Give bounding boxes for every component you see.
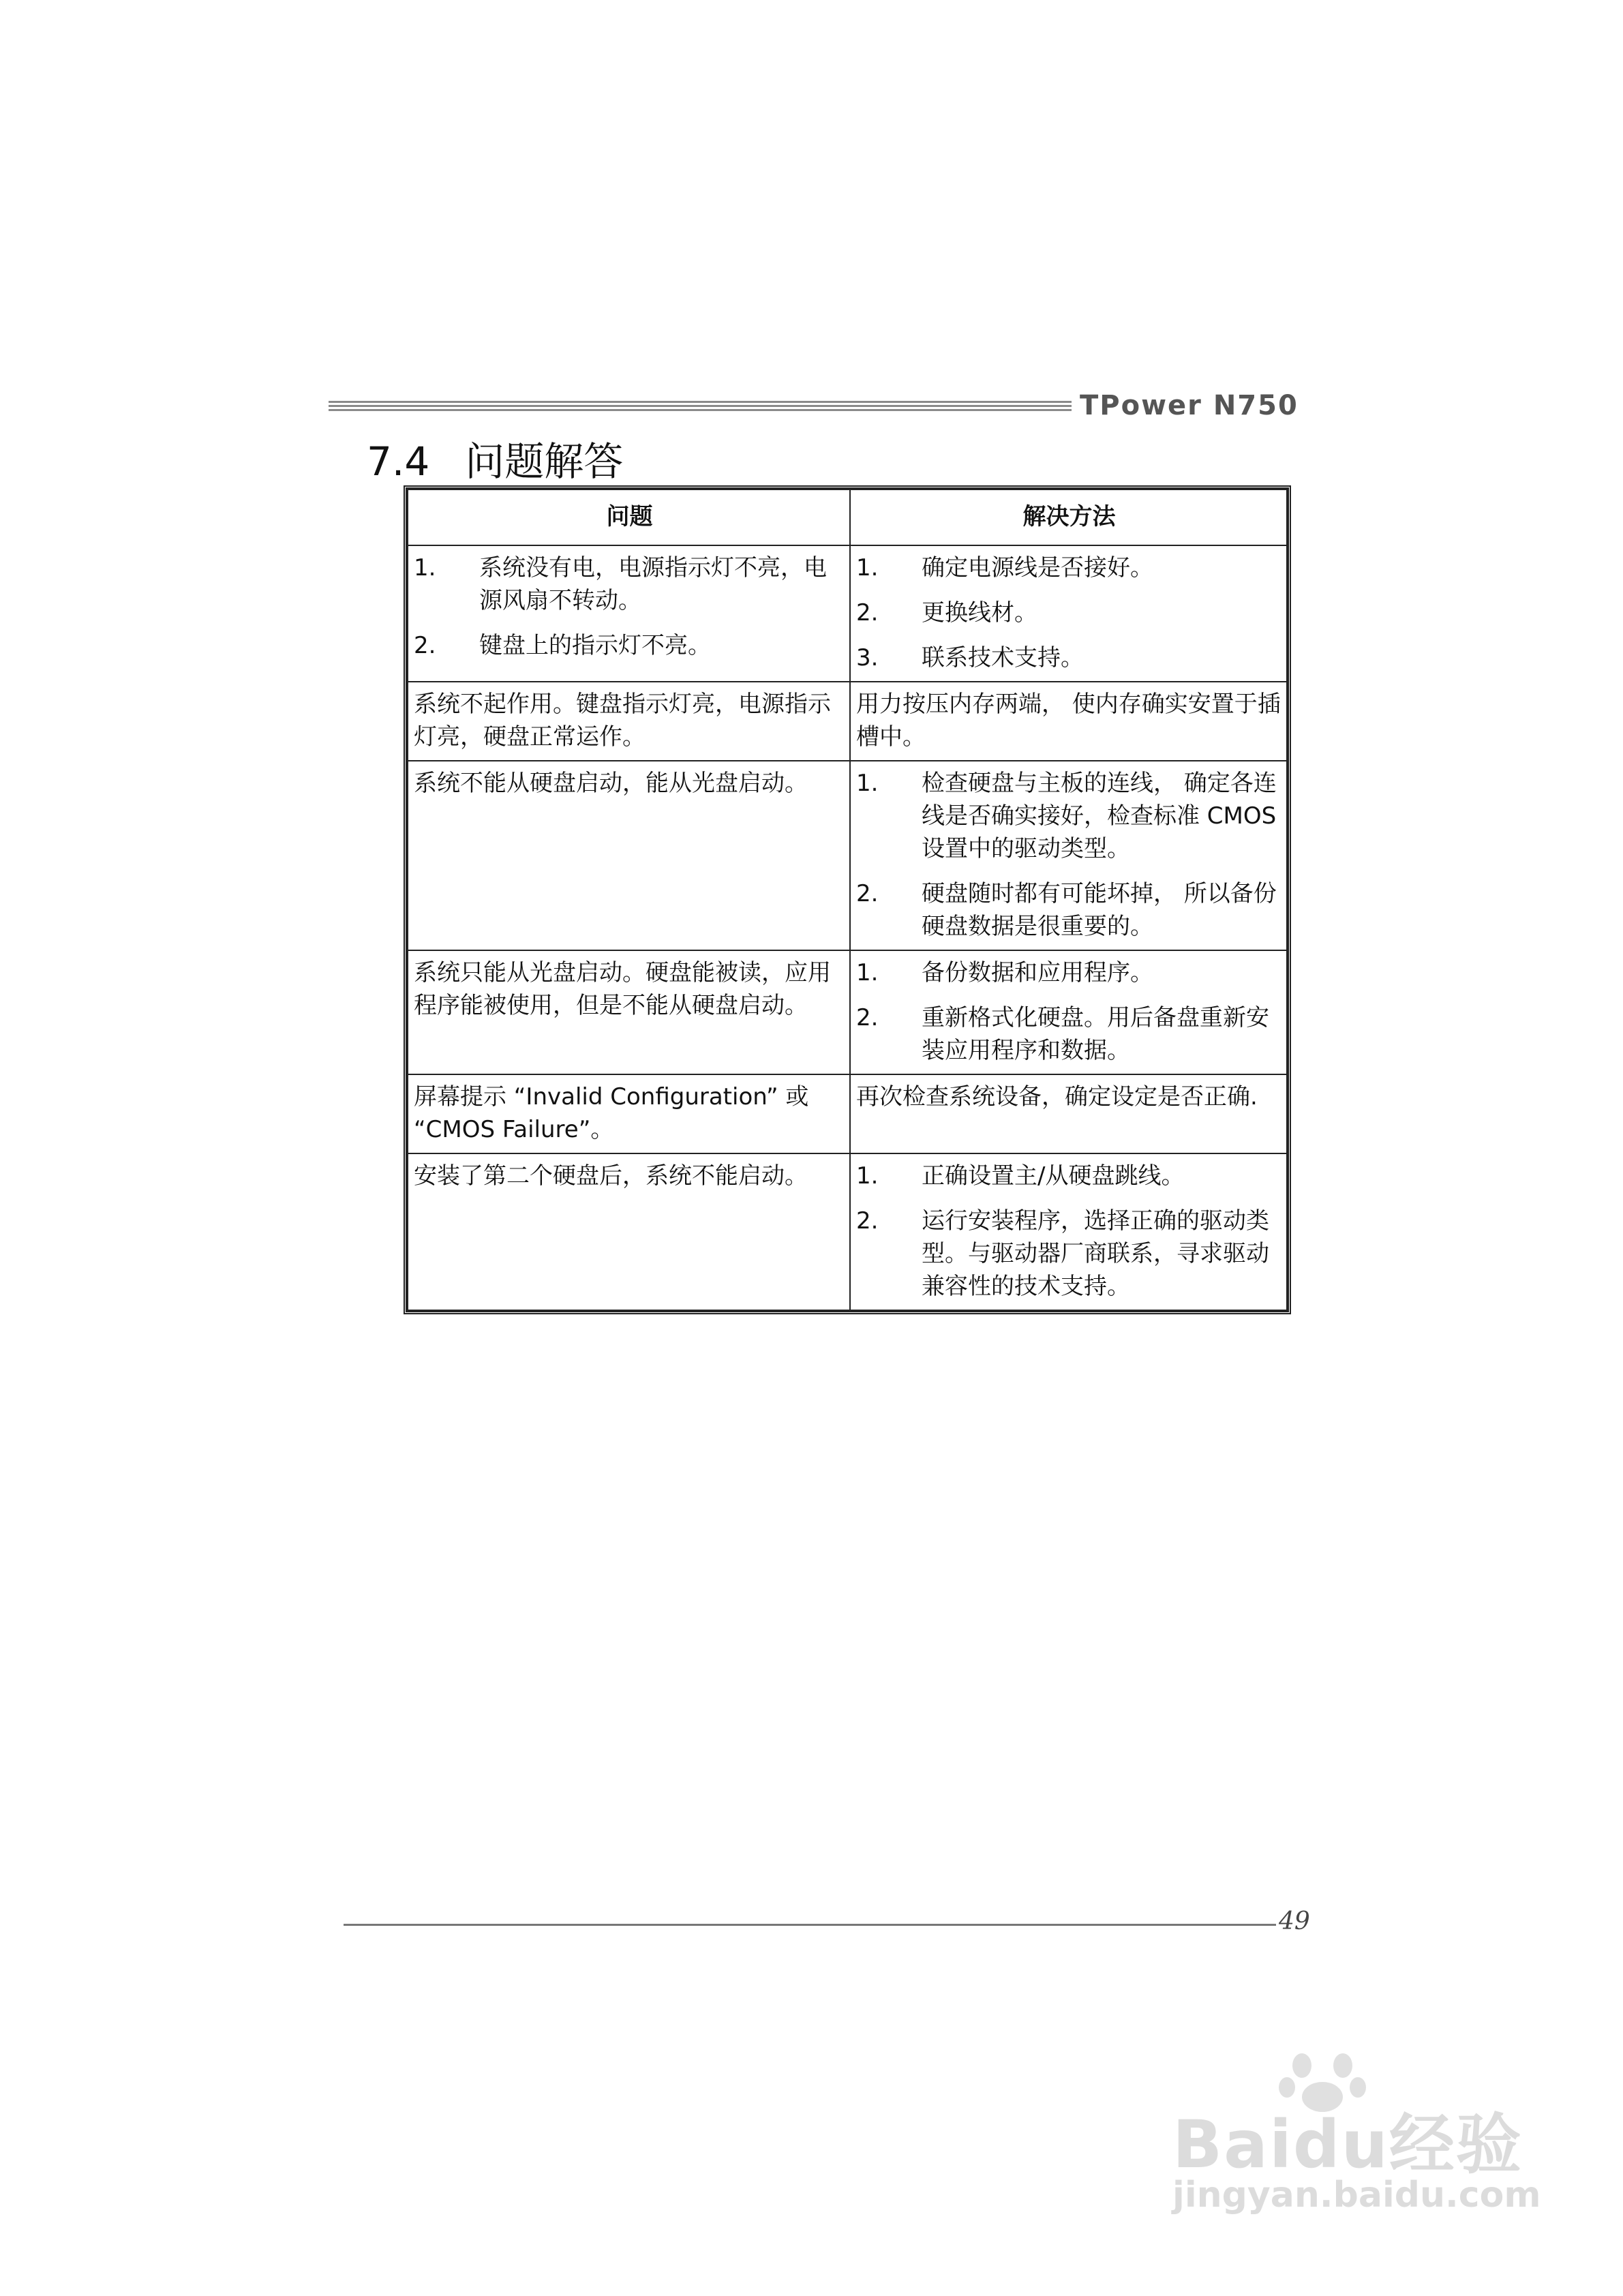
header-brand: TPower N750	[1080, 390, 1299, 421]
problem-cell: 安装了第二个硬盘后，系统不能启动。	[408, 1153, 850, 1310]
list-item: 2. 键盘上的指示灯不亮。	[414, 632, 711, 659]
list-item: 2. 硬盘随时都有可能坏掉， 所以备份硬盘数据是很重要的。	[856, 880, 1277, 940]
list-item: 1. 确定电源线是否接好。	[856, 554, 1153, 581]
problem-cell: 系统不能从硬盘启动，能从光盘启动。	[408, 761, 850, 950]
page-number: 49	[1279, 1907, 1310, 1935]
watermark-url: jingyan.baidu.com	[1172, 2175, 1541, 2216]
table-row	[408, 1153, 1287, 1310]
header-rule	[329, 401, 1072, 416]
column-header-problem: 问题	[408, 489, 850, 545]
table-row	[408, 950, 1287, 1074]
problem-cell: 系统不起作用。键盘指示灯亮，电源指示灯亮，硬盘正常运作。	[408, 682, 850, 761]
solution-cell	[850, 545, 1287, 682]
watermark-logo-text: Baidu经验	[1172, 2106, 1523, 2183]
solution-cell: 再次检查系统设备，确定设定是否正确.	[850, 1074, 1287, 1153]
section-title	[367, 429, 623, 487]
list-item: 2. 更换线材。	[856, 599, 1037, 626]
section-number: 7.4	[367, 438, 430, 485]
footer-rule	[344, 1924, 1276, 1926]
list-item: 2. 重新格式化硬盘。用后备盘重新安装应用程序和数据。	[856, 1004, 1269, 1064]
faq-table	[404, 485, 1291, 1314]
solution-cell	[850, 761, 1287, 950]
solution-cell: 用力按压内存两端， 使内存确实安置于插槽中。	[850, 682, 1287, 761]
problem-cell: 屏幕提示 “Invalid Configuration” 或 “CMOS Failure”。	[408, 1074, 850, 1153]
problem-cell	[408, 545, 850, 682]
list-item: 1. 备份数据和应用程序。	[856, 959, 1153, 986]
column-header-solution: 解决方法	[850, 489, 1287, 545]
list-item: 1. 检查硬盘与主板的连线， 确定各连线是否确实接好，检查标准 CMOS 设置中的驱动类型。	[856, 770, 1277, 862]
table-row	[408, 545, 1287, 682]
solution-cell	[850, 1153, 1287, 1310]
table-row	[408, 1074, 1287, 1153]
table-row	[408, 761, 1287, 950]
table-header-row	[408, 489, 1287, 545]
list-item: 3. 联系技术支持。	[856, 644, 1084, 671]
section-heading: 问题解答	[465, 438, 624, 485]
baidu-watermark	[1159, 2045, 1541, 2222]
list-item: 1. 系统没有电，电源指示灯不亮，电源风扇不转动。	[414, 554, 827, 614]
list-item: 2. 运行安装程序，选择正确的驱动类型。与驱动器厂商联系，寻求驱动兼容性的技术支持。	[856, 1207, 1269, 1300]
solution-cell	[850, 950, 1287, 1074]
problem-cell: 系统只能从光盘启动。硬盘能被读，应用程序能被使用，但是不能从硬盘启动。	[408, 950, 850, 1074]
list-item: 1. 正确设置主/从硬盘跳线。	[856, 1162, 1185, 1190]
table-row	[408, 682, 1287, 761]
